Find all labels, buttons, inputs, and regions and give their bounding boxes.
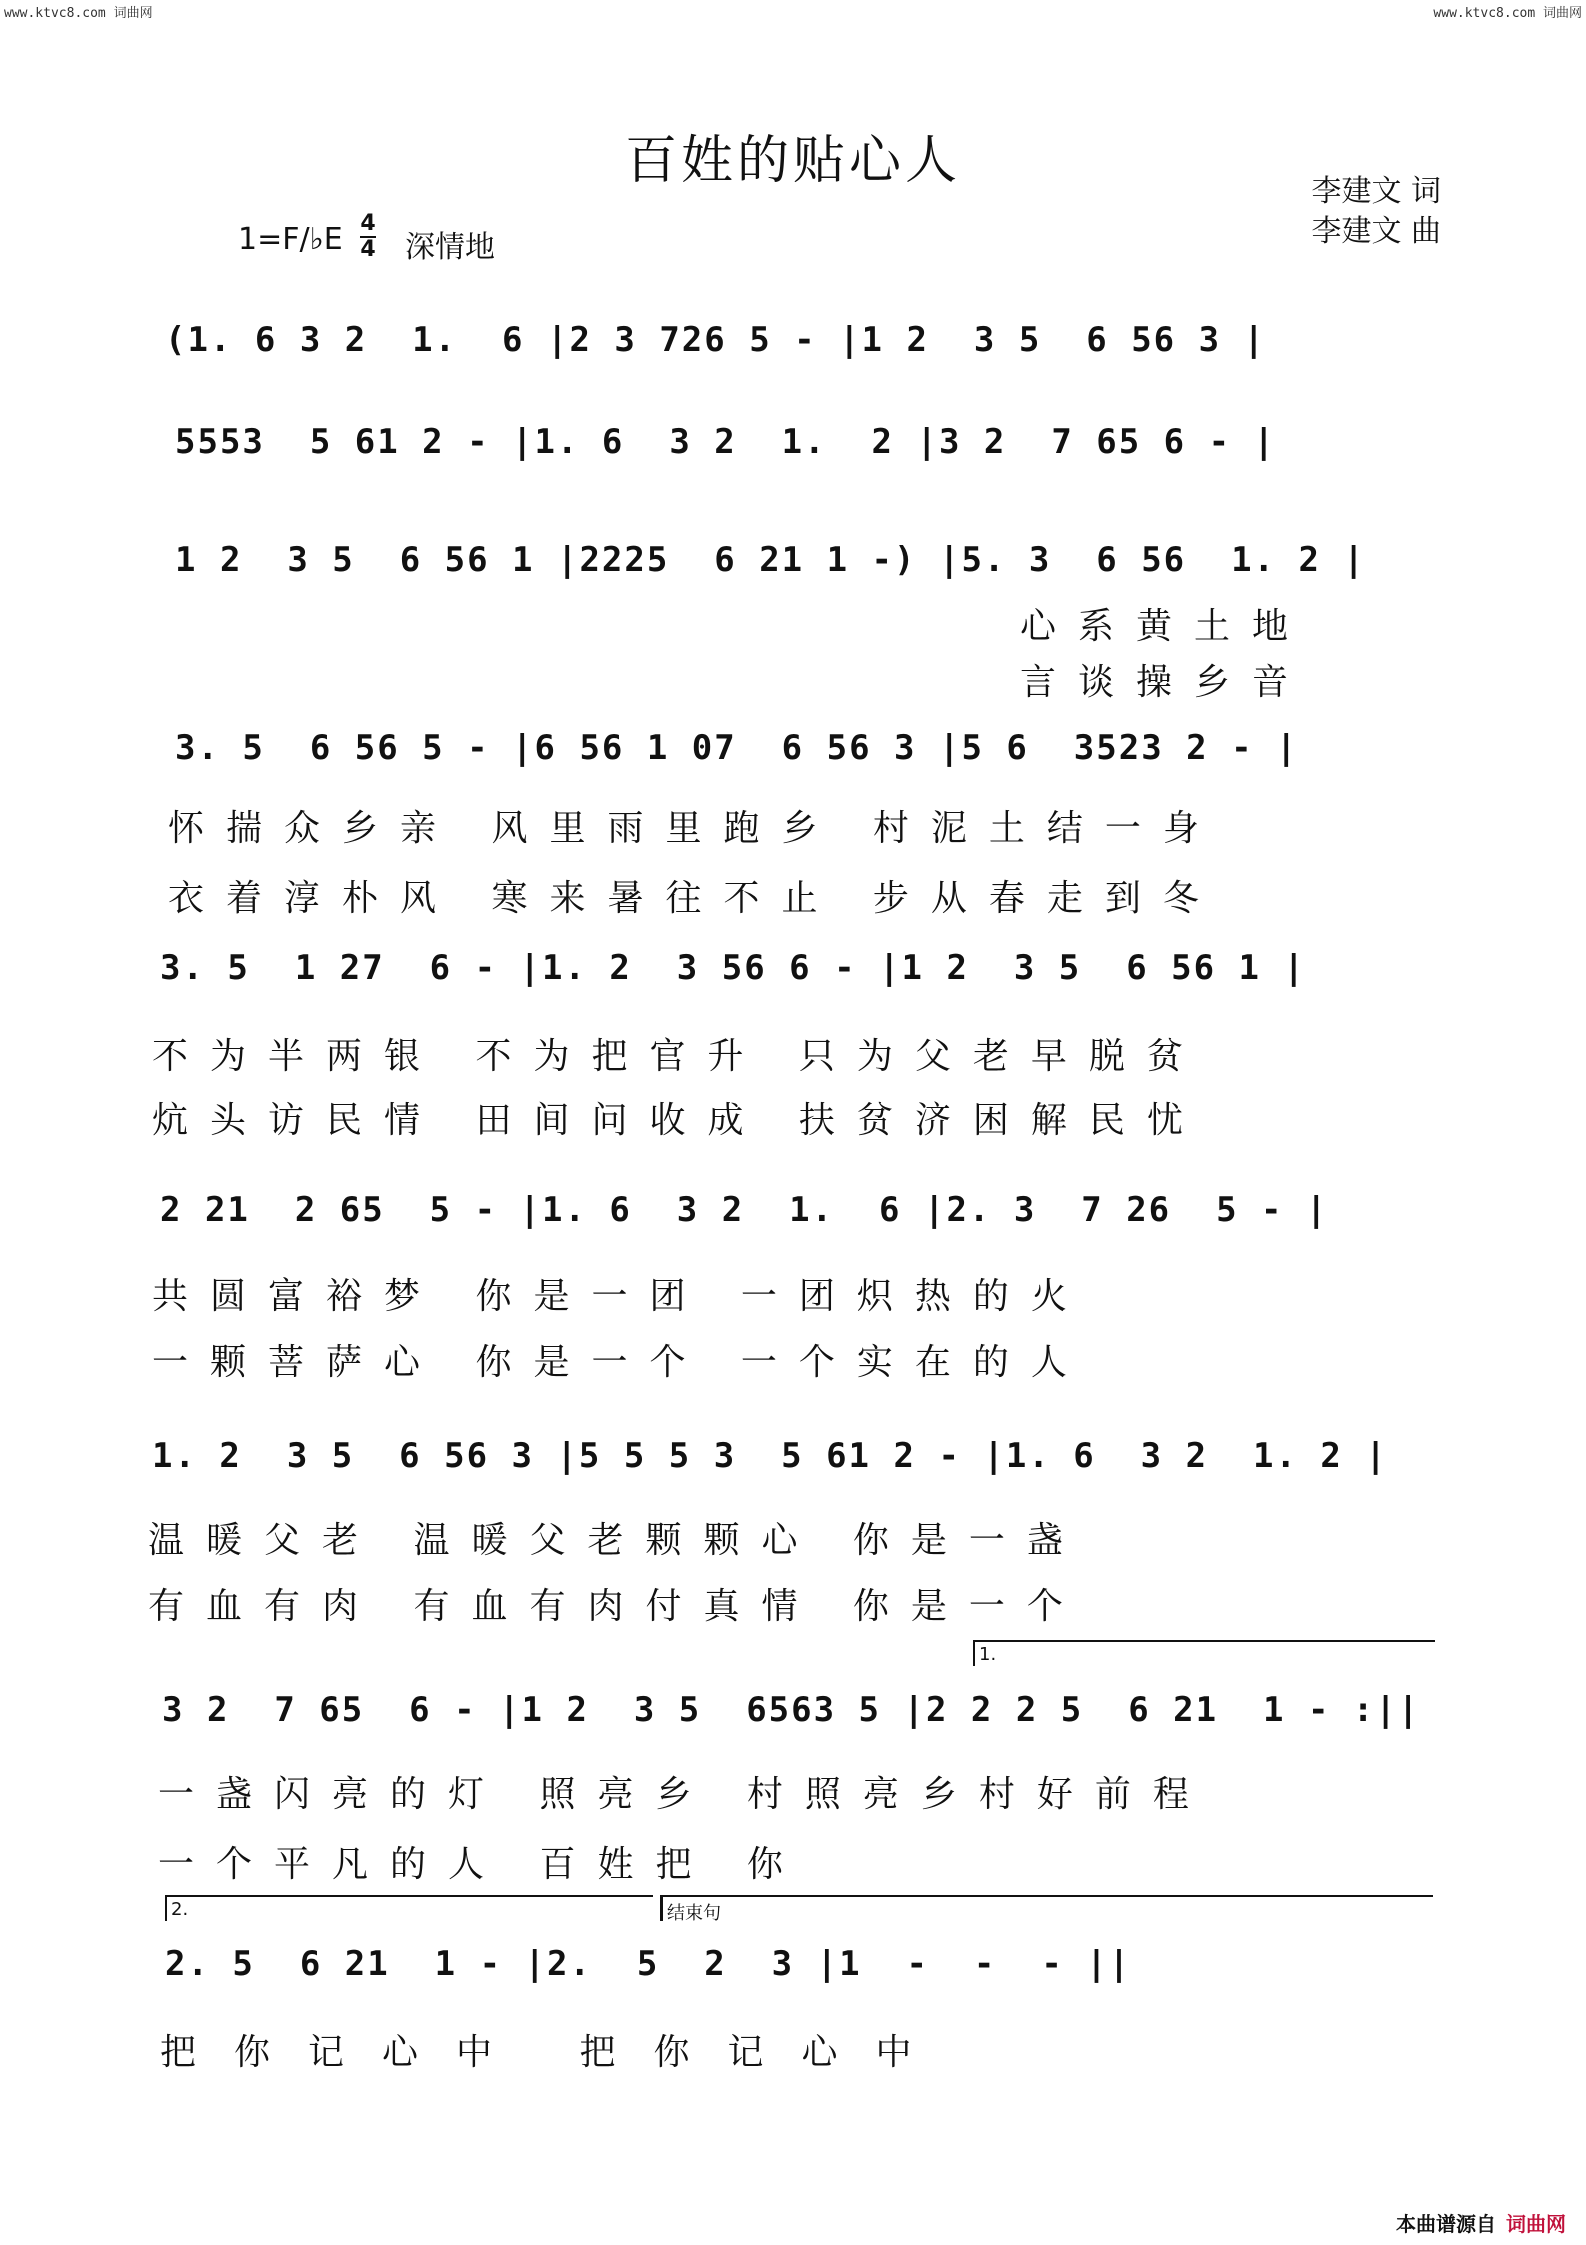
score-line-5: 3. 5 1 27 6 - |1. 2 3 56 6 - |1 2 3 5 6 56 1 |: [160, 948, 1306, 988]
lyric-line-7-v1: 温暖父老 温暖父老颗颗心 你是一盏: [148, 1520, 1085, 1561]
lyric-line-5-v2: 炕头访民情 田间问收成 扶贫济困解民忧: [152, 1100, 1205, 1141]
volta-1: 1.: [973, 1640, 1435, 1666]
time-signature: 4 4: [360, 211, 376, 262]
lyric-line-8-v1: 一盏闪亮的灯 照亮乡 村照亮乡村好前程: [158, 1774, 1211, 1815]
ending-label: 结束句: [660, 1895, 1433, 1921]
lyric-line-4-v1: 怀揣众乡亲 风里雨里跑乡 村泥土结一身: [168, 808, 1221, 849]
lyric-line-7-v2: 有血有肉 有血有肉付真情 你是一个: [148, 1586, 1085, 1627]
lyric-line-9: 把你记心中 把你记心中: [160, 2032, 950, 2073]
score-line-8: 3 2 7 65 6 - |1 2 3 5 6563 5 |2 2 2 5 6 21 1 - :||: [162, 1690, 1421, 1730]
score-line-1: (1. 6 3 2 1. 6 |2 3 726 5 - |1 2 3 5 6 56 3 |: [165, 320, 1267, 360]
tempo-marking: 深情地: [405, 230, 495, 265]
footer-source: 本曲谱源自: [1396, 2212, 1496, 2236]
score-line-2: 5553 5 61 2 - |1. 6 3 2 1. 2 |3 2 7 65 6 - |: [175, 422, 1277, 462]
lyric-line-3-v2: 言谈操乡音: [1020, 662, 1311, 703]
lyric-line-6-v2: 一颗菩萨心 你是一个 一个实在的人: [152, 1342, 1089, 1383]
score-line-7: 1. 2 3 5 6 56 3 |5 5 5 3 5 61 2 - |1. 6 3 2 1. 2 |: [152, 1436, 1388, 1476]
score-line-9: 2. 5 6 21 1 - |2. 5 2 3 |1 - - - ||: [165, 1944, 1132, 1984]
composer-credit: 李建文 曲: [1311, 214, 1441, 249]
lyric-line-8-v2: 一个平凡的人 百姓把 你: [158, 1844, 805, 1885]
volta-2: 2.: [165, 1895, 653, 1921]
lyricist-credit: 李建文 词: [1311, 174, 1441, 209]
footer-site-logo: 词曲网: [1506, 2212, 1566, 2236]
lyric-line-5-v1: 不为半两银 不为把官升 只为父老早脱贫: [152, 1036, 1205, 1077]
score-line-3: 1 2 3 5 6 56 1 |2225 6 21 1 -) |5. 3 6 56 1. 2 |: [175, 540, 1366, 580]
score-line-6: 2 21 2 65 5 - |1. 6 3 2 1. 6 |2. 3 7 26 5 - |: [160, 1190, 1329, 1230]
lyric-line-3-v1: 心系黄土地: [1020, 606, 1311, 647]
score-line-4: 3. 5 6 56 5 - |6 56 1 07 6 56 3 |5 6 3523 2 - |: [175, 728, 1299, 768]
lyric-line-4-v2: 衣着淳朴风 寒来暑往不止 步从春走到冬: [168, 878, 1221, 919]
song-title: 百姓的贴心人: [624, 131, 961, 191]
lyric-line-6-v1: 共圆富裕梦 你是一团 一团炽热的火: [152, 1276, 1089, 1317]
key-signature: 1=F/♭E: [238, 222, 343, 257]
header-url-left: www.ktvc8.com 词曲网: [4, 6, 153, 21]
header-url-right: www.ktvc8.com 词曲网: [1433, 6, 1582, 21]
